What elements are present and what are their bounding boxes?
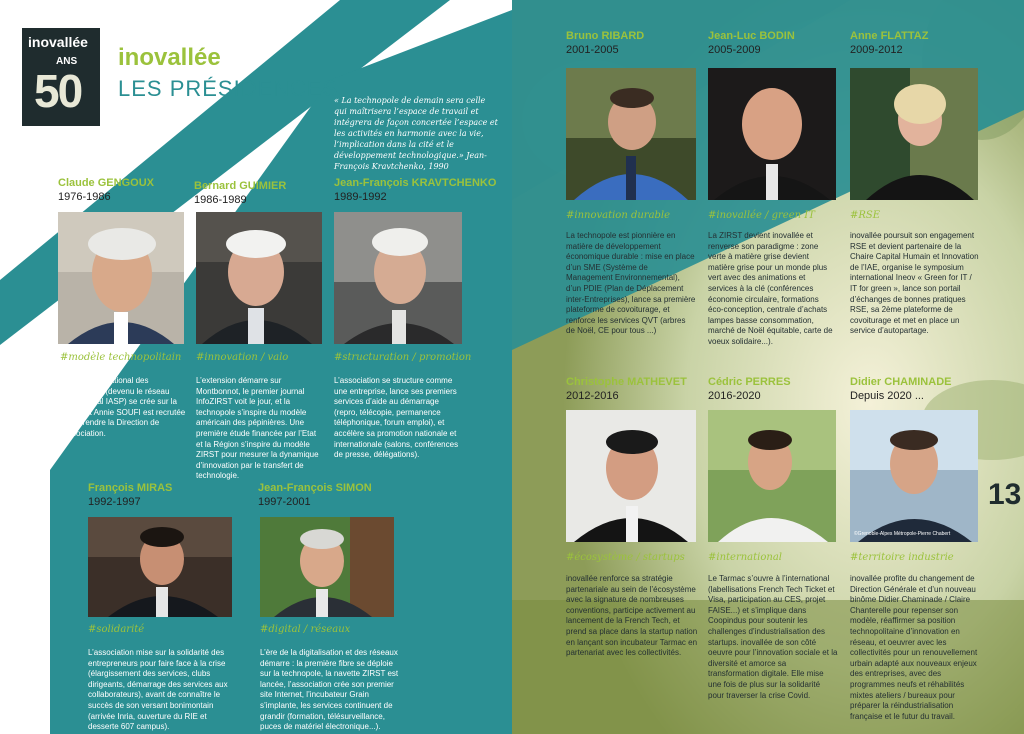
president-flattaz-header	[850, 30, 928, 56]
president-kravtchenko-header	[334, 177, 496, 203]
last-name: BODIN	[759, 30, 795, 42]
logo-number: 50	[34, 65, 82, 117]
last-name: GUIMIER	[239, 180, 287, 192]
description-kravtchenko: L’association se structure comme une entreprise, lance ses premiers services d’aide au démarrage (repro, télécopie, permanence téléphonique, forum emploi), et accélère sa promotion nationale et internationale (salons, conférences de presse, délégations).	[334, 376, 459, 460]
last-name: FLATTAZ	[880, 30, 929, 42]
quote-kravtchenko: « La technopole de demain sera celle qui maîtrisera l’espace de travail et intégrera de façon concertée l’espace et les activités en harmonie avec la vie, l’implication dans la cité et le développement technologique.» Jean-François Kravtchenko, 1990	[334, 96, 498, 171]
term-years: 1992-1997	[88, 496, 141, 508]
first-name: Jean-François	[334, 177, 409, 189]
tag-bodin: #inovallée / green IT	[708, 210, 815, 221]
last-name: RIBARD	[601, 30, 645, 42]
term-years: 1986-1989	[194, 194, 247, 206]
tag-ribard: #innovation durable	[566, 210, 671, 221]
term-years: 2001-2005	[566, 44, 619, 56]
term-years: 1989-1992	[334, 191, 387, 203]
last-name: SIMON	[335, 482, 372, 494]
page-title: LES PRÉSIDENCES	[118, 76, 339, 101]
term-years: Depuis 2020 ...	[850, 390, 924, 402]
last-name: KRAVTCHENKO	[411, 177, 497, 189]
portrait-photo-simon	[260, 517, 394, 617]
portrait-photo-mathevet	[566, 410, 696, 542]
description-gengoux: Le Club international des technopoles (devenu le réseau international IASP) se crée sur la ZIRST et Annie SOUFI est recrutée pour prendre la Direction de l’association.	[60, 376, 186, 438]
first-name: Jean-François	[258, 482, 333, 494]
portrait-photo-guimier	[196, 212, 322, 344]
logo-ans-text: ANS	[56, 56, 78, 67]
logo-brand-text: inovallée	[28, 34, 88, 50]
last-name: PERRES	[745, 376, 791, 388]
term-years: 2009-2012	[850, 44, 903, 56]
president-mathevet-header	[566, 376, 687, 402]
president-gengoux-header	[58, 177, 154, 203]
term-years: 1997-2001	[258, 496, 311, 508]
president-miras-header	[88, 482, 172, 508]
description-ribard: La technopole est pionnière en matière de développement économique durable : mise en place d’un SME (Système de Management Environnemental), d’un PDIE (Plan de Déplacement inter-Entreprises), lance sa première plateforme de covoiturage, et renforce les services QVT (arbres de Noël, CE pour tous ...)	[566, 231, 696, 336]
portrait-photo-kravtchenko	[334, 212, 462, 344]
portrait-photo-bodin	[708, 68, 836, 200]
description-simon: L’ère de la digitalisation et des réseaux démarre : la première fibre se déploie sur la technopole, la navette ZIRST est lancée, l’association crée son premier site Internet, l’incubateur Grain s’implante, les services continuent de grandir (formation, télésurveillance, puces de matériel électronique...).	[260, 648, 399, 732]
president-chaminade-header	[850, 376, 951, 402]
description-miras: L’association mise sur la solidarité des entrepreneurs pour faire face à la crise (élargissement des services, clubs dirigeants, démarrage des services aux collaborateurs), avant de connaître le succès de son versant bonimontain (arrivée Inria, ouverture du RIE et desserte 607 campus).	[88, 648, 228, 732]
first-name: Anne	[850, 30, 878, 42]
president-ribard-header	[566, 30, 644, 56]
last-name: MIRAS	[136, 482, 173, 494]
president-simon-header	[258, 482, 372, 508]
portrait-photo-ribard	[566, 68, 696, 200]
tag-flattaz: #RSE	[850, 210, 881, 221]
photo-credit: ©Grenoble-Alpes Métropole-Pierre Chabert	[854, 531, 951, 537]
description-chaminade: inovallée profite du changement de Direction Générale et d’un nouveau binôme Didier Chaminade / Claire Chanterelle pour repenser son modèle, réaffirmer sa position technopolitaine d’innovation en réseau, et oeuvrer avec les collectivités pour un renouvellement urbain adapté aux nouveaux enjeux des entreprises, avec des programmes neufs et réhabilités mixtes ateliers / bureaux pour préparer la réindustrialisation française et le futur du travail.	[850, 574, 978, 721]
portrait-photo-miras	[88, 517, 232, 617]
inovallee-50-ans-logo	[22, 28, 100, 126]
term-years: 2012-2016	[566, 390, 619, 402]
term-years: 2005-2009	[708, 44, 761, 56]
first-name: Bernard	[194, 180, 237, 192]
portrait-photo-chaminade	[850, 410, 978, 542]
first-name: François	[88, 482, 134, 494]
last-name: GENGOUX	[97, 177, 154, 189]
term-years: 1976-1986	[58, 191, 111, 203]
description-perres: Le Tarmac s’ouvre à l’international (labellisations French Tech Ticket et Visa, participation au CES, projet FAISE...) et s’implique dans Coopindus pour soutenir les challenges d’industrialisation des startups. inovallée de son côté oeuvre pour l’innovation sociale et la diversité et amorce sa transformation digitale. Elle mise une fois de plus sur la solidarité pour traverser la crise Covid.	[708, 574, 838, 700]
last-name: MATHEVET	[627, 376, 687, 388]
first-name: Claude	[58, 177, 95, 189]
first-name: Christophe	[566, 376, 625, 388]
page-number-right: 13	[988, 478, 1022, 511]
title-brand: inovallée	[118, 44, 221, 71]
description-guimier: L’extension démarre sur Montbonnot, le premier journal InfoZIRST voit le jour, et la technopole s’inspire du modèle américain des pépinières. Une première étude financée par l’Etat et la Région s’inspire du modèle ZIRST pour mesurer la dynamique d’innovation par le transfert de technologie.	[196, 376, 319, 481]
tag-gengoux: #modèle technopolitain	[60, 352, 182, 363]
portrait-photo-flattaz	[850, 68, 978, 200]
tag-guimier: #innovation / valo	[196, 352, 289, 363]
president-bodin-header	[708, 30, 795, 56]
tag-mathevet: #écosystème / startups	[566, 552, 685, 563]
description-flattaz: inovallée poursuit son engagement RSE et devient partenaire de la Chaire Capital Humain et Innovation de l’IAE, organise le symposium international Ineov « Green for IT / IT for green », lance son portail d’échanges de bonnes pratiques RSE, sa 2ème plateforme de covoiturage et met en place un service d’autopartage.	[850, 231, 979, 336]
tag-chaminade: #territoire industrie	[850, 552, 954, 563]
page-number-left: 12	[6, 478, 40, 511]
last-name: CHAMINADE	[884, 376, 952, 388]
portrait-photo-gengoux	[58, 212, 184, 344]
tag-perres: #international	[708, 552, 782, 563]
first-name: Jean-Luc	[708, 30, 757, 42]
portrait-photo-perres	[708, 410, 836, 542]
term-years: 2016-2020	[708, 390, 761, 402]
description-bodin: La ZIRST devient inovallée et renverse son paradigme : zone verte à matière grise devient matière grise pour un monde plus vert avec des animations et services à la clé (conférences économie circulaire, formations éco-conception, centrale d’achats lampes basse consommation, marché de Noël équitable, carte de voeux solidaire...).	[708, 231, 833, 346]
first-name: Cédric	[708, 376, 743, 388]
tag-miras: #solidarité	[88, 624, 145, 635]
president-guimier-header	[194, 180, 286, 206]
description-mathevet: inovallée renforce sa stratégie partenariale au sein de l’écosystème avec la signature de nombreuses conventions, participe activement au lancement de la French Tech, et prend sa place dans la startup nation en lançant son incubateur Tarmac en partenariat avec les collectivités.	[566, 574, 698, 658]
tag-simon: #digital / réseaux	[260, 624, 351, 635]
first-name: Didier	[850, 376, 882, 388]
tag-kravtchenko: #structuration / promotion	[334, 352, 472, 363]
president-perres-header	[708, 376, 791, 402]
first-name: Bruno	[566, 30, 599, 42]
